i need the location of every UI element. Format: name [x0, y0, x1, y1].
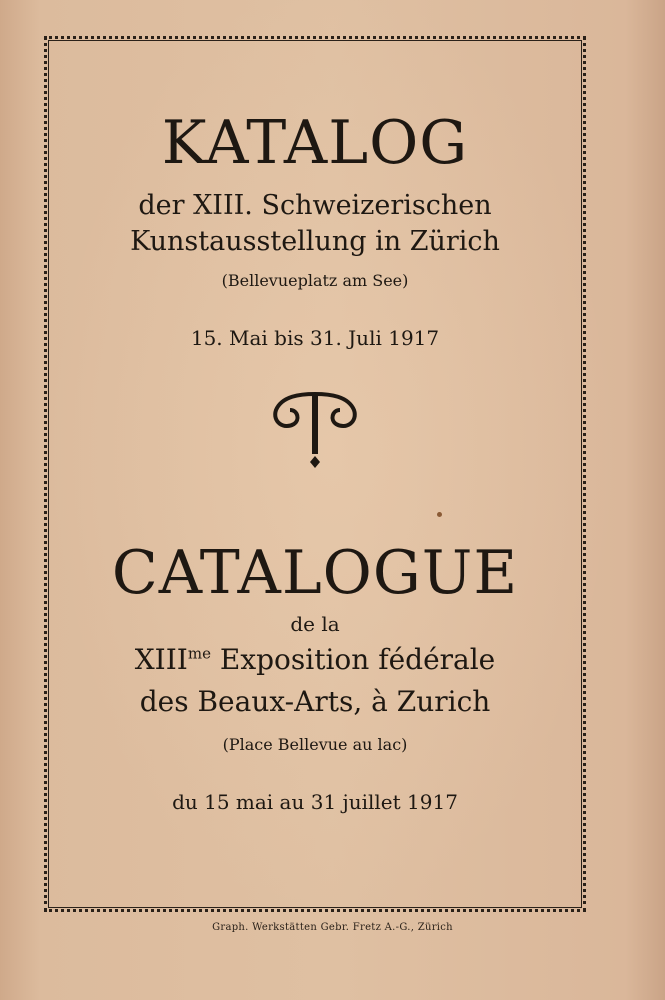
subtitle-de-line-2: Kunstausstellung in Zürich [130, 226, 500, 257]
venue-de: (Bellevueplatz am See) [221, 271, 409, 290]
subtitle-fr-line-1 [52, 642, 578, 678]
paper-speck [437, 512, 442, 517]
subtitle-fr-line-0: de la [290, 612, 340, 636]
venue-fr: (Place Bellevue au lac) [222, 735, 408, 754]
ornament-monogram-icon [52, 384, 578, 474]
title-catalogue: CATALOGUE [111, 538, 519, 608]
subtitle-fr-superscript: me [187, 644, 211, 663]
title-katalog: KATALOG [161, 108, 469, 178]
cover-content [52, 44, 578, 904]
printer-imprint: Graph. Werkstätten Gebr. Fretz A.-G., Zürich [212, 922, 453, 933]
subtitle-fr-roman-numeral: XIII [134, 643, 188, 676]
dates-de: 15. Mai bis 31. Juli 1917 [190, 326, 440, 350]
subtitle-de-line-1: der XIII. Schweizerischen [138, 190, 492, 221]
dates-fr: du 15 mai au 31 juillet 1917 [172, 790, 458, 814]
subtitle-fr-rest: Exposition fédérale [210, 643, 496, 676]
subtitle-fr-line-2: des Beaux-Arts, à Zurich [139, 685, 491, 718]
